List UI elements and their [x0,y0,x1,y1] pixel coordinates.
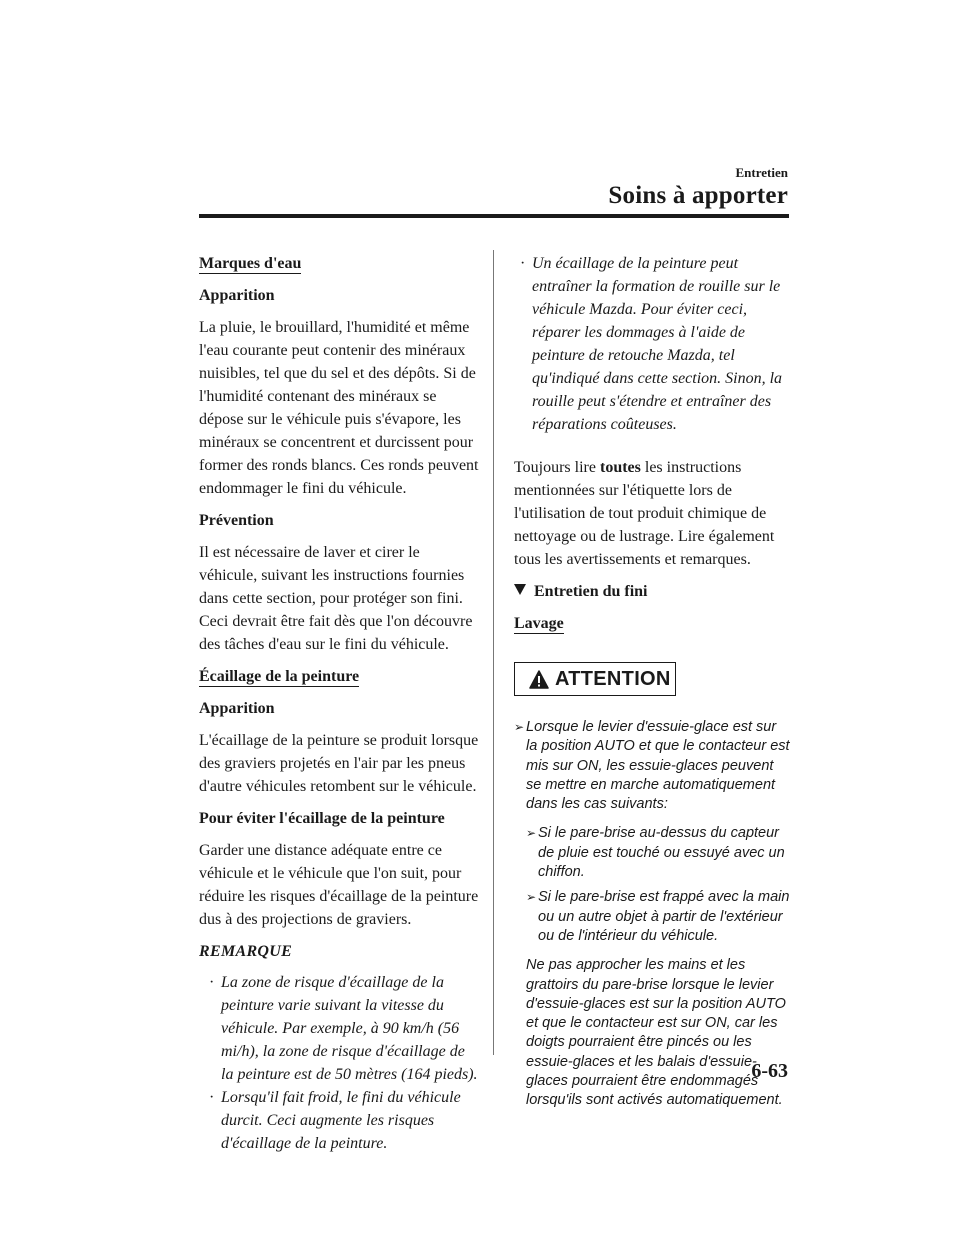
arrow-bullet-icon: ➢ [526,890,537,905]
remarque-notes-continued [520,252,790,436]
note-text: La zone de risque d'écaillage de la peinture varie suivant la vitesse du véhicule. Par exemple, à 90 km/h (56 mi/h), la zone de risque d'écaillage de la peinture est de 50 mètres (164 pieds). [221,974,478,1083]
bullet-dot-icon: · [209,974,215,991]
para-toujours-lire [514,456,790,571]
para-apparition-1: La pluie, le brouillard, l'humidité et même l'eau courante peut contenir des minéraux nuisibles, tel que du sel et des dépôts. Si de l'humidité contenant des minéraux se dépose sur le véhicule puis s'évapore, les minéraux se concentrent et durcissent pour former des ronds blancs. Ces ronds peuvent endommager le fini du véhicule. [199,319,479,497]
remarque-notes [209,971,479,1155]
section-heading-text: Entretien du fini [534,583,648,600]
attention-subitem-text: Si le pare-brise est frappé avec la main ou un autre objet à partir de l'extérieur ou de l'intérieur du véhicule. [538,889,790,944]
bullet-dot-icon: · [209,1089,215,1106]
note-text: Lorsqu'il fait froid, le fini du véhicule durcit. Ceci augmente les risques d'écaillage de la peinture. [221,1089,461,1152]
label-apparition-2: Apparition [199,700,275,717]
arrow-bullet-icon: ➢ [514,720,525,734]
attention-item [514,718,790,814]
attention-paragraph: Ne pas approcher les mains et les grattoirs du pare-brise lorsque le levier d'essuie-glaces est sur la position AUTO et que le contacteur est sur ON, car les doigts pourraient être pincés ou les essuie-glaces et les balais d'essuie-glaces pourraient être endommagés lorsqu'ils sont activés automatiquement. [526,957,786,1109]
note-item [520,252,790,436]
remarque-label: REMARQUE [199,943,293,960]
header-rule [199,214,789,218]
section-triangle-icon [514,584,526,595]
label-prevention: Prévention [199,512,274,529]
label-eviter-ecaillage: Pour éviter l'écaillage de la peinture [199,810,445,827]
attention-subitem [526,888,790,946]
note-item [209,1086,479,1155]
left-column [199,252,479,1155]
attention-subitem [526,824,790,882]
attention-label: ATTENTION [555,667,671,690]
para-apparition-2: L'écaillage de la peinture se produit lorsque des graviers projetés en l'air par les pneus d'autre véhicules retombent sur le véhicule. [199,732,479,795]
heading-lavage: Lavage [514,615,564,632]
arrow-bullet-icon: ➢ [526,826,537,841]
warning-triangle-icon [529,670,549,689]
attention-content [514,718,790,1111]
label-apparition-1: Apparition [199,287,275,304]
toujours-bold: toutes [599,459,641,476]
page-number: 6-63 [751,1060,788,1082]
column-divider [493,250,494,1055]
right-column [514,252,790,1111]
attention-item-text: Lorsque le levier d'essuie-glace est sur la position AUTO et que le contacteur est mis sur ON, les essuie-glaces peuvent se mettre en marche automatiquement dans les cas suivants: [526,719,790,813]
note-text: Un écaillage de la peinture peut entraîner la formation de rouille sur le véhicule Mazda. Pour éviter ceci, réparer les dommages à l'aide de peinture de retouche Mazda, tel qu'indiqué dans cette section. Sinon, la rouille peut s'étendre et entraîner des réparations coûteuses. [532,255,783,433]
note-item [209,971,479,1086]
attention-box [514,662,676,696]
heading-ecaillage: Écaillage de la peinture [199,668,360,685]
attention-subitem-text: Si le pare-brise au-dessus du capteur de pluie est touché ou essuyé avec un chiffon. [538,825,785,881]
toujours-post: les instructions mentionnées sur l'étiquette lors de l'utilisation de tout produit chimique de nettoyage ou de lustrage. Lire également tous les avertissements et remarques. [514,459,775,568]
toujours-pre: Toujours lire [514,459,600,476]
section-heading-entretien-fini [514,580,790,603]
header-section-name: Entretien [735,165,788,180]
para-eviter-ecaillage: Garder une distance adéquate entre ce véhicule et le véhicule que l'on suit, pour réduire les risques d'écaillage de la peinture dus à des projections de graviers. [199,842,479,928]
para-prevention: Il est nécessaire de laver et cirer le véhicule, suivant les instructions fournies dans cette section, pour protéger son fini. Ceci devrait être fait dès que l'on découvre des tâches d'eau sur le fini du véhicule. [199,544,473,653]
bullet-dot-icon: · [520,255,526,272]
header-title: Soins à apporter [608,182,788,209]
heading-marques-deau: Marques d'eau [199,255,302,272]
